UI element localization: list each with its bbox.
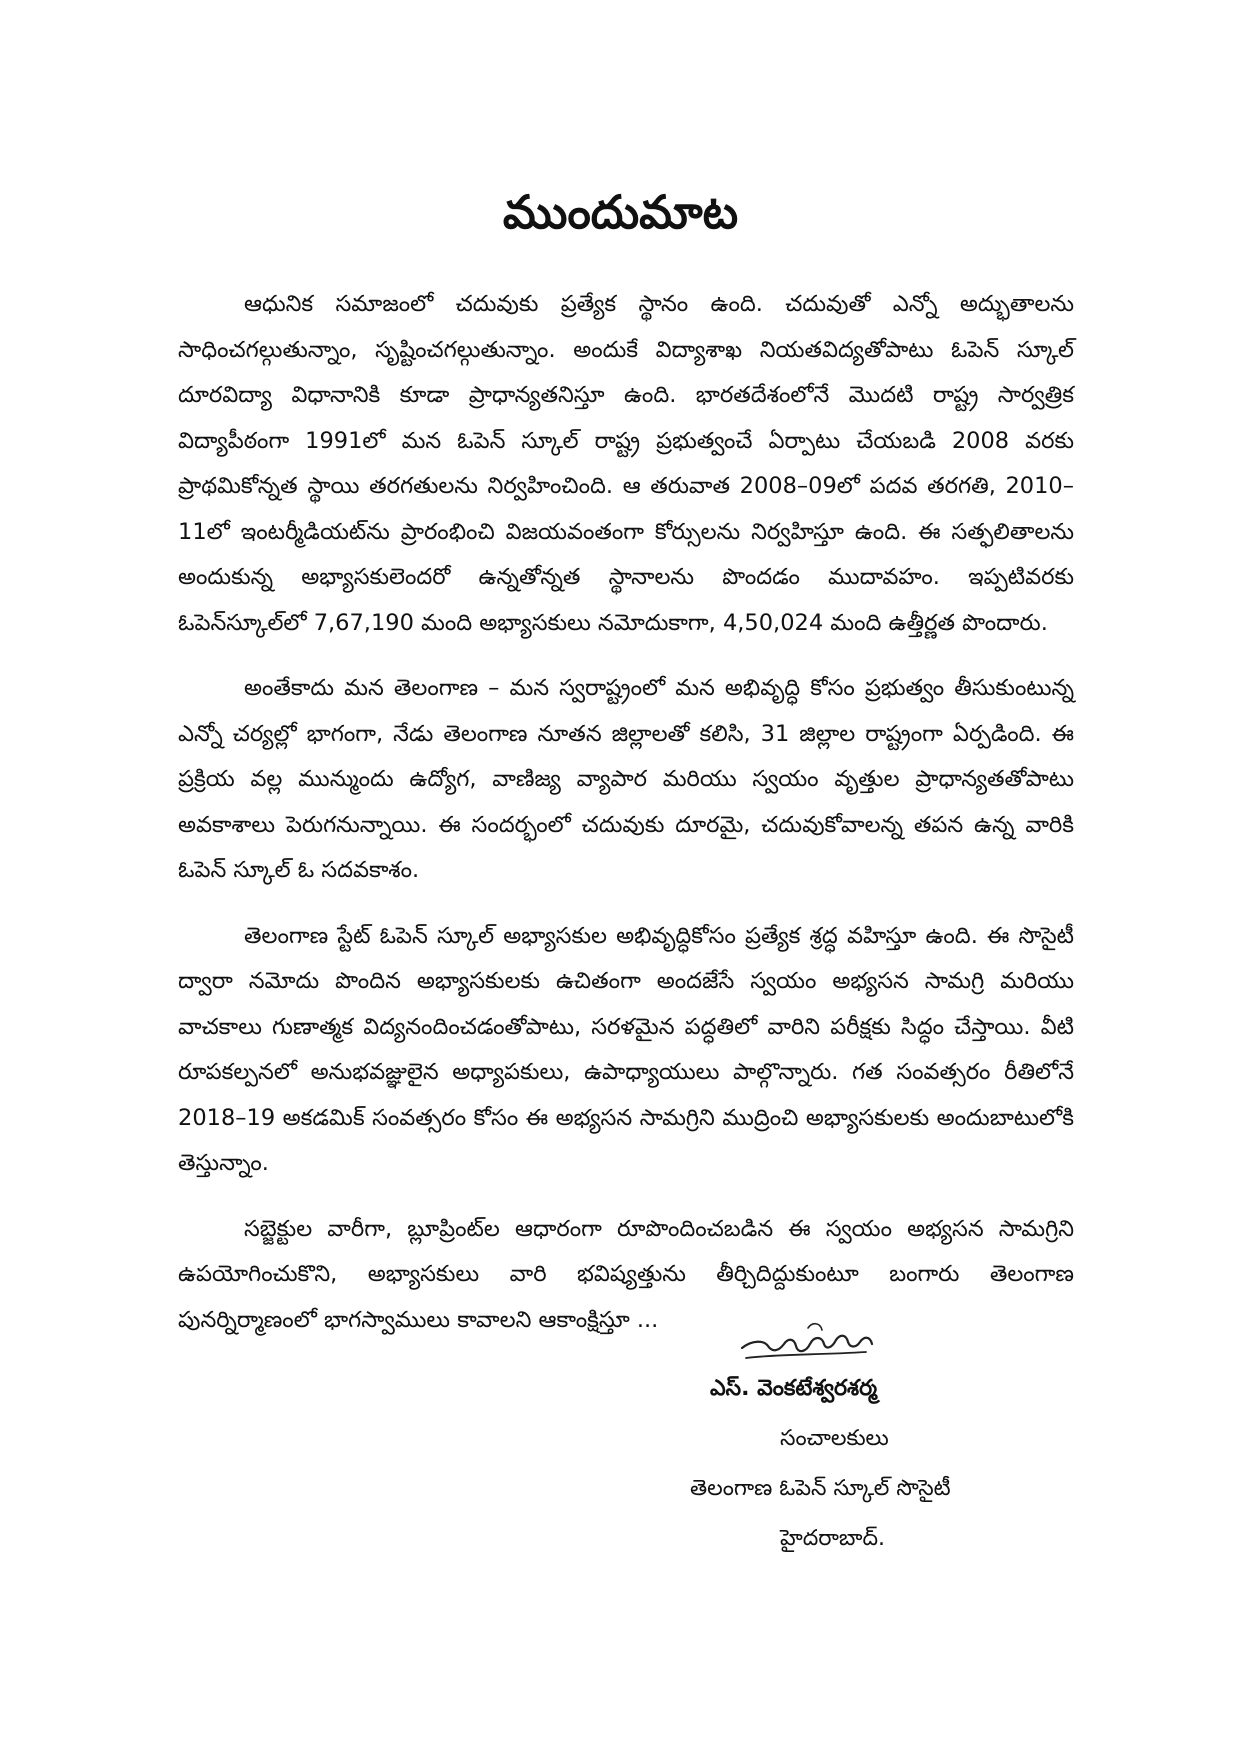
signatory-organization: తెలంగాణ ఓపెన్ స్కూల్ సొసైటీ (690, 1476, 951, 1501)
page-title: ముందుమాట (502, 185, 739, 239)
signatory-place: హైదరాబాద్. (780, 1526, 885, 1551)
handwritten-signature (738, 1318, 888, 1366)
paragraph-3: తెలంగాణ స్టేట్ ఓపెన్ స్కూల్ అభ్యాసకుల అభివృద్ధికోసం ప్రత్యేక శ్రద్ధ వహిస్తూ ఉంది. ఈ సొసైటీ ద్వారా నమోదు పొందిన అభ్యాసకులకు ఉచితంగా అందజేసే స్వయం అభ్యసన సామగ్రి మరియు వాచకాలు గుణాత్మక విద్యనందించడంతోపాటు, సరళమైన పద్ధతిలో వారిని పరీక్షకు సిద్ధం చేస్తాయి. వీటి రూపకల్పనలో అనుభవజ్ఞులైన అధ్యాపకులు, ఉపాధ్యాయులు పాల్గొన్నారు. గత సంవత్సరం రీతిలోనే 2018–19 అకడమిక్ సంవత్సరం కోసం ఈ అభ్యసన సామగ్రిని ముద్రించి అభ్యాసకులకు అందుబాటులోకి తెస్తున్నాం. (178, 922, 1074, 1176)
paragraph-4: సబ్జెక్టుల వారీగా, బ్లూప్రింట్‌ల ఆధారంగా రూపొందించబడిన ఈ స్వయం అభ్యసన సామగ్రిని ఉపయోగించుకొని, అభ్యాసకులు వారి భవిష్యత్తును తీర్చిదిద్దుకుంటూ బంగారు తెలంగాణ పునర్నిర్మాణంలో భాగస్వాములు కావాలని ఆకాంక్షిస్తూ ... (178, 1215, 1074, 1333)
preface-body (178, 282, 1074, 1363)
signatory-designation: సంచాలకులు (780, 1426, 889, 1451)
signature-block (660, 1318, 1000, 1558)
signatory-name: ఎస్. వెంకటేశ్వరశర్మ (710, 1376, 878, 1401)
paragraph-1: ఆధునిక సమాజంలో చదువుకు ప్రత్యేక స్థానం ఉంది. చదువుతో ఎన్నో అద్భుతాలను సాధించగల్గుతున్నాం, సృష్టించగల్గుతున్నాం. అందుకే విద్యాశాఖ నియతవిద్యతోపాటు ఓపెన్ స్కూల్ దూరవిద్యా విధానానికి కూడా ప్రాధాన్యతనిస్తూ ఉంది. భారతదేశంలోనే మొదటి రాష్ట్ర సార్వత్రిక విద్యాపీఠంగా 1991లో మన ఓపెన్ స్కూల్ రాష్ట్ర ప్రభుత్వంచే ఏర్పాటు చేయబడి 2008 వరకు ప్రాథమికోన్నత స్థాయి తరగతులను నిర్వహించింది. ఆ తరువాత 2008–09లో పదవ తరగతి, 2010–11లో ఇంటర్మీడియట్‌ను ప్రారంభించి విజయవంతంగా కోర్సులను నిర్వహిస్తూ ఉంది. ఈ సత్ఫలితాలను అందుకున్న అభ్యాసకులెందరో ఉన్నతోన్నత స్థానాలను పొందడం ముదావహం. ఇప్పటివరకు ఓపెన్‌స్కూల్‌లో 7,67,190 మంది అభ్యాసకులు నమోదుకాగా, 4,50,024 మంది ఉత్తీర్ణత పొందారు. (178, 291, 1074, 636)
paragraph-2: అంతేకాదు మన తెలంగాణ – మన స్వరాష్ట్రంలో మన అభివృద్ధి కోసం ప్రభుత్వం తీసుకుంటున్న ఎన్నో చర్యల్లో భాగంగా, నేడు తెలంగాణ నూతన జిల్లాలతో కలిసి, 31 జిల్లాల రాష్ట్రంగా ఏర్పడింది. ఈ ప్రక్రియ వల్ల మున్ముందు ఉద్యోగ, వాణిజ్య వ్యాపార మరియు స్వయం వృత్తుల ప్రాధాన్యతతోపాటు అవకాశాలు పెరుగనున్నాయి. ఈ సందర్భంలో చదువుకు దూరమై, చదువుకోవాలన్న తపన ఉన్న వారికి ఓపెన్ స్కూల్ ఓ సదవకాశం. (178, 675, 1074, 883)
